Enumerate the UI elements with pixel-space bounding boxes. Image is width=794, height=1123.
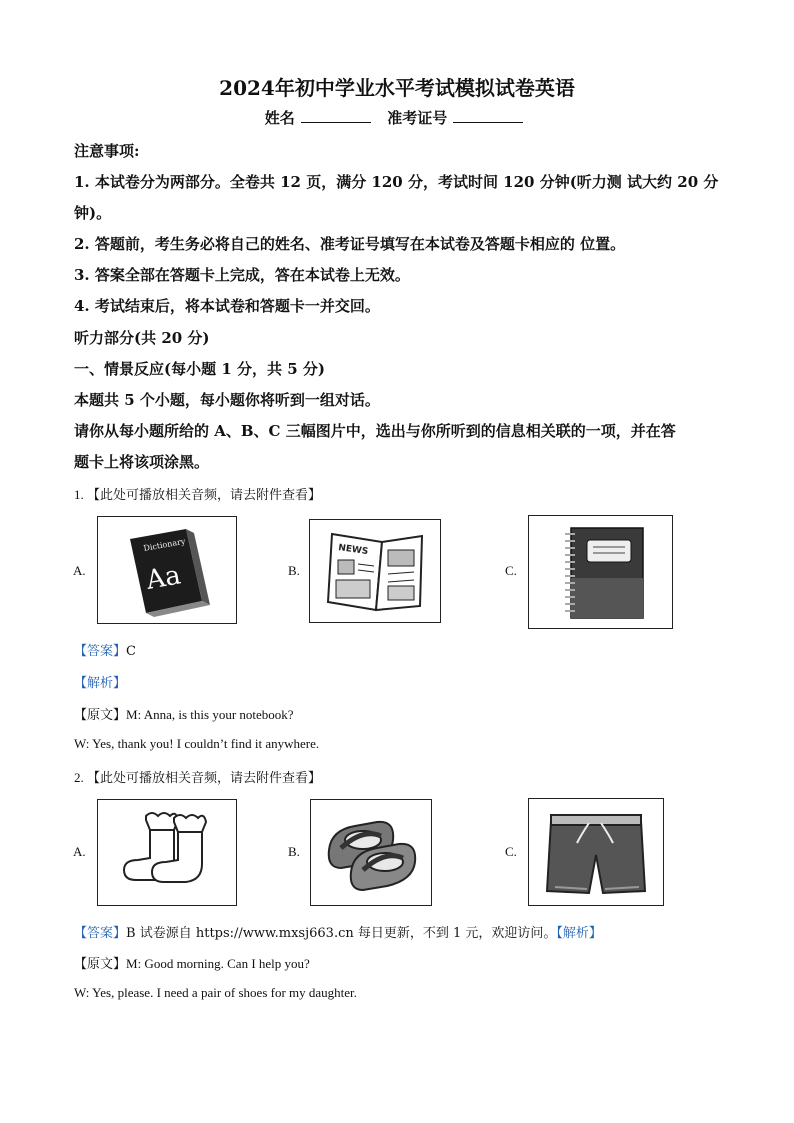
q2-answer-line bbox=[74, 922, 602, 941]
q1-analysis-tag: 【解析】 bbox=[74, 676, 127, 691]
name-label: 姓名 bbox=[264, 109, 295, 127]
section-desc-2-cont: 题卡上将该项涂黑。 bbox=[74, 453, 210, 471]
q1-line-2: W: Yes, thank you! I couldn’t find it anywhere. bbox=[74, 736, 320, 751]
q2-option-c-image[interactable] bbox=[528, 798, 664, 906]
notice-item-1-cont: 钟)。 bbox=[74, 204, 112, 222]
newspaper-icon bbox=[310, 520, 440, 622]
name-blank[interactable] bbox=[301, 108, 371, 123]
name-bar bbox=[0, 107, 794, 128]
q1-option-b-image[interactable] bbox=[309, 519, 441, 623]
id-blank[interactable] bbox=[453, 108, 523, 123]
q2-answer-tag: 【答案】 bbox=[74, 926, 127, 941]
newspaper-title: NEWS bbox=[337, 543, 369, 558]
notebook-icon bbox=[529, 516, 672, 628]
q1-option-c-image[interactable] bbox=[528, 515, 673, 629]
q2-original-line-1 bbox=[74, 953, 310, 972]
page-title: 2024年初中学业水平考试模拟试卷英语 bbox=[219, 76, 575, 100]
q2-line-2: W: Yes, please. I need a pair of shoes for my daughter. bbox=[74, 985, 357, 1000]
listening-part-heading: 听力部分(共 20 分) bbox=[74, 329, 210, 347]
section-heading: 一、情景反应(每小题 1 分，共 5 分) bbox=[74, 360, 325, 378]
q2-answer-value: B bbox=[126, 926, 136, 941]
q1-line-1: M: Anna, is this your notebook? bbox=[126, 707, 294, 722]
notice-item-3: 3. 答案全部在答题卡上完成，答在本试卷上无效。 bbox=[74, 266, 410, 284]
q2-analysis-tag: 【解析】 bbox=[556, 926, 602, 941]
socks-icon bbox=[98, 800, 236, 905]
section-desc-1: 本题共 5 个小题，每小题你将听到一组对话。 bbox=[74, 391, 380, 409]
q2-source-note: 试卷源自 https://www.mxsj663.cn 每日更新，不到 1 元，欢迎访问。 bbox=[139, 926, 557, 941]
dictionary-icon bbox=[98, 517, 236, 623]
q1-answer-value: C bbox=[126, 644, 136, 659]
q1-answer bbox=[74, 640, 136, 659]
q2-option-a-image[interactable] bbox=[97, 799, 237, 906]
q2-option-b-image[interactable] bbox=[310, 799, 432, 906]
q1-option-c-label: C. bbox=[505, 563, 517, 578]
q1-prompt[interactable]: 1. 【此处可播放相关音频，请去附件查看】 bbox=[74, 487, 322, 502]
shoes-icon bbox=[311, 800, 431, 905]
section-desc-2: 请你从每小题所给的 A、B、C 三幅图片中，选出与你所听到的信息相关联的一项，并在答 bbox=[74, 422, 676, 440]
shorts-icon bbox=[529, 799, 663, 905]
q1-option-b-label: B. bbox=[288, 563, 300, 578]
notice-item-1: 1. 本试卷分为两部分。全卷共 12 页，满分 120 分，考试时间 120 分钟(听力测 试大约 20 分 bbox=[74, 173, 719, 191]
q1-option-a-image[interactable] bbox=[97, 516, 237, 624]
q2-original-tag: 【原文】 bbox=[74, 957, 127, 972]
dictionary-glyph: Aa bbox=[144, 560, 183, 596]
notice-heading: 注意事项: bbox=[74, 142, 140, 160]
q2-option-a-label: A. bbox=[73, 844, 86, 859]
q1-original-line-1 bbox=[74, 704, 294, 723]
q1-option-a-label: A. bbox=[73, 563, 86, 578]
notice-item-4: 4. 考试结束后，将本试卷和答题卡一并交回。 bbox=[74, 297, 380, 315]
q1-answer-tag: 【答案】 bbox=[74, 644, 127, 659]
q2-option-c-label: C. bbox=[505, 844, 517, 859]
id-label: 准考证号 bbox=[387, 109, 448, 127]
notice-item-2: 2. 答题前，考生务必将自己的姓名、准考证号填写在本试卷及答题卡相应的 位置。 bbox=[74, 235, 626, 253]
q2-option-b-label: B. bbox=[288, 844, 300, 859]
q2-prompt[interactable]: 2. 【此处可播放相关音频，请去附件查看】 bbox=[74, 770, 322, 785]
q1-original-tag: 【原文】 bbox=[74, 708, 127, 723]
q2-line-1: M: Good morning. Can I help you? bbox=[126, 956, 310, 971]
dictionary-title: Dictionary bbox=[142, 536, 187, 553]
